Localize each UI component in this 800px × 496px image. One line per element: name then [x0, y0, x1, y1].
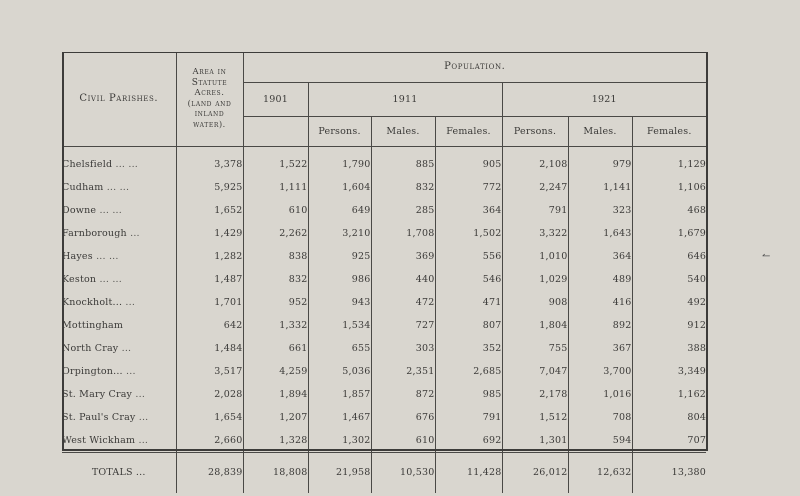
table-row — [62, 176, 706, 199]
cell-area: 1,282 — [176, 245, 243, 268]
header-area-line-6: water). — [193, 119, 226, 129]
cell-p1921: 2,178 — [502, 383, 568, 406]
cell-p1901: 661 — [243, 337, 308, 360]
table-row — [62, 268, 706, 291]
header-area — [176, 52, 243, 146]
cell-area: 5,925 — [176, 176, 243, 199]
cell-m1921: 979 — [568, 146, 632, 176]
cell-f1921: 646 — [632, 245, 706, 268]
cell-f1921: 912 — [632, 314, 706, 337]
cell-area: 1,487 — [176, 268, 243, 291]
table-row — [62, 199, 706, 222]
cell-m1921: 3,700 — [568, 360, 632, 383]
leader-dots: ... — [121, 342, 132, 354]
table-row — [62, 314, 706, 337]
leader-dots: ... — [126, 365, 136, 377]
header-year-1911: 1911 — [308, 82, 502, 116]
cell-area: 1,701 — [176, 291, 243, 314]
cell-p1901: 1,332 — [243, 314, 308, 337]
cell-p1901: 1,522 — [243, 146, 308, 176]
cell-p1901: 610 — [243, 199, 308, 222]
population-table — [62, 52, 706, 493]
cell-f1911: 364 — [435, 199, 502, 222]
cell-p1901: 2,262 — [243, 222, 308, 245]
header-1921-males: Males. — [568, 116, 632, 146]
parish-name-cell — [62, 314, 176, 337]
cell-m1911: 2,351 — [371, 360, 435, 383]
cell-p1921: 1,301 — [502, 429, 568, 453]
cell-f1921: 1,679 — [632, 222, 706, 245]
cell-f1911: 1,502 — [435, 222, 502, 245]
parish-name: St. Paul's Cray — [62, 411, 136, 423]
cell-p1911: 5,036 — [308, 360, 371, 383]
parish-name: Hayes — [62, 250, 93, 262]
leader-dots: ... ... — [99, 273, 122, 285]
parish-name-cell — [62, 291, 176, 314]
header-1901-blank — [243, 116, 308, 146]
cell-f1911: 807 — [435, 314, 502, 337]
leader-dots: ... ... — [106, 181, 130, 193]
parish-name-cell — [62, 222, 176, 245]
cell-p1911: 1,604 — [308, 176, 371, 199]
cell-m1911: 885 — [371, 146, 435, 176]
parish-name: Orpington... — [62, 365, 123, 377]
cell-m1911: 285 — [371, 199, 435, 222]
cell-m1921: 1,016 — [568, 383, 632, 406]
total-p1921: 26,012 — [502, 452, 568, 493]
cell-p1921: 755 — [502, 337, 568, 360]
parish-name-cell — [62, 245, 176, 268]
header-area-line-5: inland — [194, 109, 225, 119]
stray-pencil-mark: ↼ — [762, 251, 771, 262]
cell-p1901: 4,259 — [243, 360, 308, 383]
cell-p1901: 952 — [243, 291, 308, 314]
cell-f1911: 471 — [435, 291, 502, 314]
cell-f1921: 1,106 — [632, 176, 706, 199]
header-area-line-4: (land and — [187, 98, 232, 108]
cell-m1921: 364 — [568, 245, 632, 268]
header-1911-persons: Persons. — [308, 116, 371, 146]
cell-p1921: 1,010 — [502, 245, 568, 268]
parish-name-cell — [62, 406, 176, 429]
cell-f1921: 3,349 — [632, 360, 706, 383]
parish-name: Knockholt... — [62, 296, 123, 308]
cell-p1921: 908 — [502, 291, 568, 314]
cell-m1921: 708 — [568, 406, 632, 429]
table-row — [62, 406, 706, 429]
cell-m1921: 1,141 — [568, 176, 632, 199]
cell-p1911: 3,210 — [308, 222, 371, 245]
cell-p1911: 649 — [308, 199, 371, 222]
parish-name: West Wickham — [62, 434, 136, 446]
cell-m1911: 610 — [371, 429, 435, 453]
cell-p1911: 1,790 — [308, 146, 371, 176]
cell-p1911: 1,857 — [308, 383, 371, 406]
total-p1911: 21,958 — [308, 452, 371, 493]
parish-name: St. Mary Cray — [62, 388, 133, 400]
header-population: Population. — [243, 52, 706, 82]
total-p1901: 18,808 — [243, 452, 308, 493]
header-civil-parishes: Civil Parishes. — [62, 52, 176, 146]
leader-dots: ... — [138, 434, 149, 446]
cell-m1921: 323 — [568, 199, 632, 222]
cell-f1911: 692 — [435, 429, 502, 453]
cell-area: 3,517 — [176, 360, 243, 383]
header-1921-persons: Persons. — [502, 116, 568, 146]
cell-p1911: 1,467 — [308, 406, 371, 429]
parish-name-cell — [62, 383, 176, 406]
table-row — [62, 222, 706, 245]
table-row — [62, 383, 706, 406]
cell-m1911: 727 — [371, 314, 435, 337]
leader-dots: ... — [135, 388, 146, 400]
cell-f1911: 905 — [435, 146, 502, 176]
parish-name: Chelsfield — [62, 158, 113, 170]
cell-m1911: 1,708 — [371, 222, 435, 245]
cell-m1921: 489 — [568, 268, 632, 291]
leader-dots: ... — [125, 296, 136, 308]
cell-f1911: 352 — [435, 337, 502, 360]
cell-p1901: 832 — [243, 268, 308, 291]
cell-p1901: 1,894 — [243, 383, 308, 406]
header-year-1901: 1901 — [243, 82, 308, 116]
total-m1911: 10,530 — [371, 452, 435, 493]
cell-m1921: 892 — [568, 314, 632, 337]
totals-label: TOTALS ... — [62, 452, 176, 493]
cell-f1921: 1,162 — [632, 383, 706, 406]
cell-f1911: 2,685 — [435, 360, 502, 383]
header-year-1921: 1921 — [502, 82, 706, 116]
cell-m1921: 594 — [568, 429, 632, 453]
cell-p1921: 1,804 — [502, 314, 568, 337]
table-row — [62, 360, 706, 383]
cell-p1911: 986 — [308, 268, 371, 291]
cell-area: 1,652 — [176, 199, 243, 222]
parish-name: Farnborough — [62, 227, 127, 239]
cell-p1911: 655 — [308, 337, 371, 360]
cell-f1911: 546 — [435, 268, 502, 291]
totals-row — [62, 452, 706, 493]
table-row — [62, 429, 706, 453]
cell-f1911: 772 — [435, 176, 502, 199]
cell-p1911: 925 — [308, 245, 371, 268]
parish-name: North Cray — [62, 342, 119, 354]
header-1921-females: Females. — [632, 116, 706, 146]
cell-f1921: 540 — [632, 268, 706, 291]
cell-f1921: 468 — [632, 199, 706, 222]
cell-p1921: 2,108 — [502, 146, 568, 176]
parish-name-cell — [62, 199, 176, 222]
parish-name: Downe — [62, 204, 97, 216]
cell-p1901: 838 — [243, 245, 308, 268]
cell-p1921: 791 — [502, 199, 568, 222]
cell-m1911: 369 — [371, 245, 435, 268]
cell-m1921: 416 — [568, 291, 632, 314]
cell-p1911: 1,302 — [308, 429, 371, 453]
cell-area: 2,660 — [176, 429, 243, 453]
table-row — [62, 291, 706, 314]
cell-area: 2,028 — [176, 383, 243, 406]
header-1911-males: Males. — [371, 116, 435, 146]
census-table-sheet — [62, 52, 707, 478]
total-f1911: 11,428 — [435, 452, 502, 493]
parish-name-cell — [62, 146, 176, 176]
cell-f1911: 985 — [435, 383, 502, 406]
cell-p1911: 1,534 — [308, 314, 371, 337]
total-m1921: 12,632 — [568, 452, 632, 493]
cell-p1921: 1,512 — [502, 406, 568, 429]
cell-m1911: 676 — [371, 406, 435, 429]
parish-name-cell — [62, 268, 176, 291]
cell-p1921: 2,247 — [502, 176, 568, 199]
cell-p1911: 943 — [308, 291, 371, 314]
cell-p1901: 1,207 — [243, 406, 308, 429]
leader-dots: ... — [130, 227, 140, 239]
parish-name: Keston — [62, 273, 97, 285]
parish-name-cell — [62, 176, 176, 199]
cell-f1921: 492 — [632, 291, 706, 314]
cell-area: 1,429 — [176, 222, 243, 245]
cell-f1921: 804 — [632, 406, 706, 429]
cell-m1911: 303 — [371, 337, 435, 360]
leader-dots: ... — [138, 411, 149, 423]
cell-f1911: 791 — [435, 406, 502, 429]
header-1911-females: Females. — [435, 116, 502, 146]
cell-p1901: 1,111 — [243, 176, 308, 199]
parish-name-cell — [62, 337, 176, 360]
parish-name-cell — [62, 429, 176, 453]
cell-m1911: 440 — [371, 268, 435, 291]
header-area-line-1: Area in — [192, 67, 227, 78]
cell-area: 1,654 — [176, 406, 243, 429]
header-area-line-2: Statute — [191, 77, 228, 88]
cell-p1921: 3,322 — [502, 222, 568, 245]
parish-name: Mottingham — [62, 319, 124, 331]
cell-m1921: 1,643 — [568, 222, 632, 245]
cell-m1911: 872 — [371, 383, 435, 406]
cell-area: 1,484 — [176, 337, 243, 360]
cell-area: 3,378 — [176, 146, 243, 176]
table-body — [62, 146, 706, 493]
leader-dots: ... ... — [99, 204, 122, 216]
total-area: 28,839 — [176, 452, 243, 493]
cell-m1911: 832 — [371, 176, 435, 199]
parish-name-cell — [62, 360, 176, 383]
leader-dots: ... ... — [115, 158, 139, 170]
cell-f1921: 388 — [632, 337, 706, 360]
cell-m1911: 472 — [371, 291, 435, 314]
table-row — [62, 245, 706, 268]
cell-p1921: 7,047 — [502, 360, 568, 383]
table-row — [62, 146, 706, 176]
table-row — [62, 337, 706, 360]
cell-m1921: 367 — [568, 337, 632, 360]
header-area-line-3: Acres. — [194, 88, 225, 99]
cell-f1921: 1,129 — [632, 146, 706, 176]
cell-p1901: 1,328 — [243, 429, 308, 453]
cell-area: 642 — [176, 314, 243, 337]
parish-name: Cudham — [62, 181, 104, 193]
leader-dots: ... ... — [96, 250, 119, 262]
cell-f1911: 556 — [435, 245, 502, 268]
total-f1921: 13,380 — [632, 452, 706, 493]
cell-p1921: 1,029 — [502, 268, 568, 291]
cell-f1921: 707 — [632, 429, 706, 453]
